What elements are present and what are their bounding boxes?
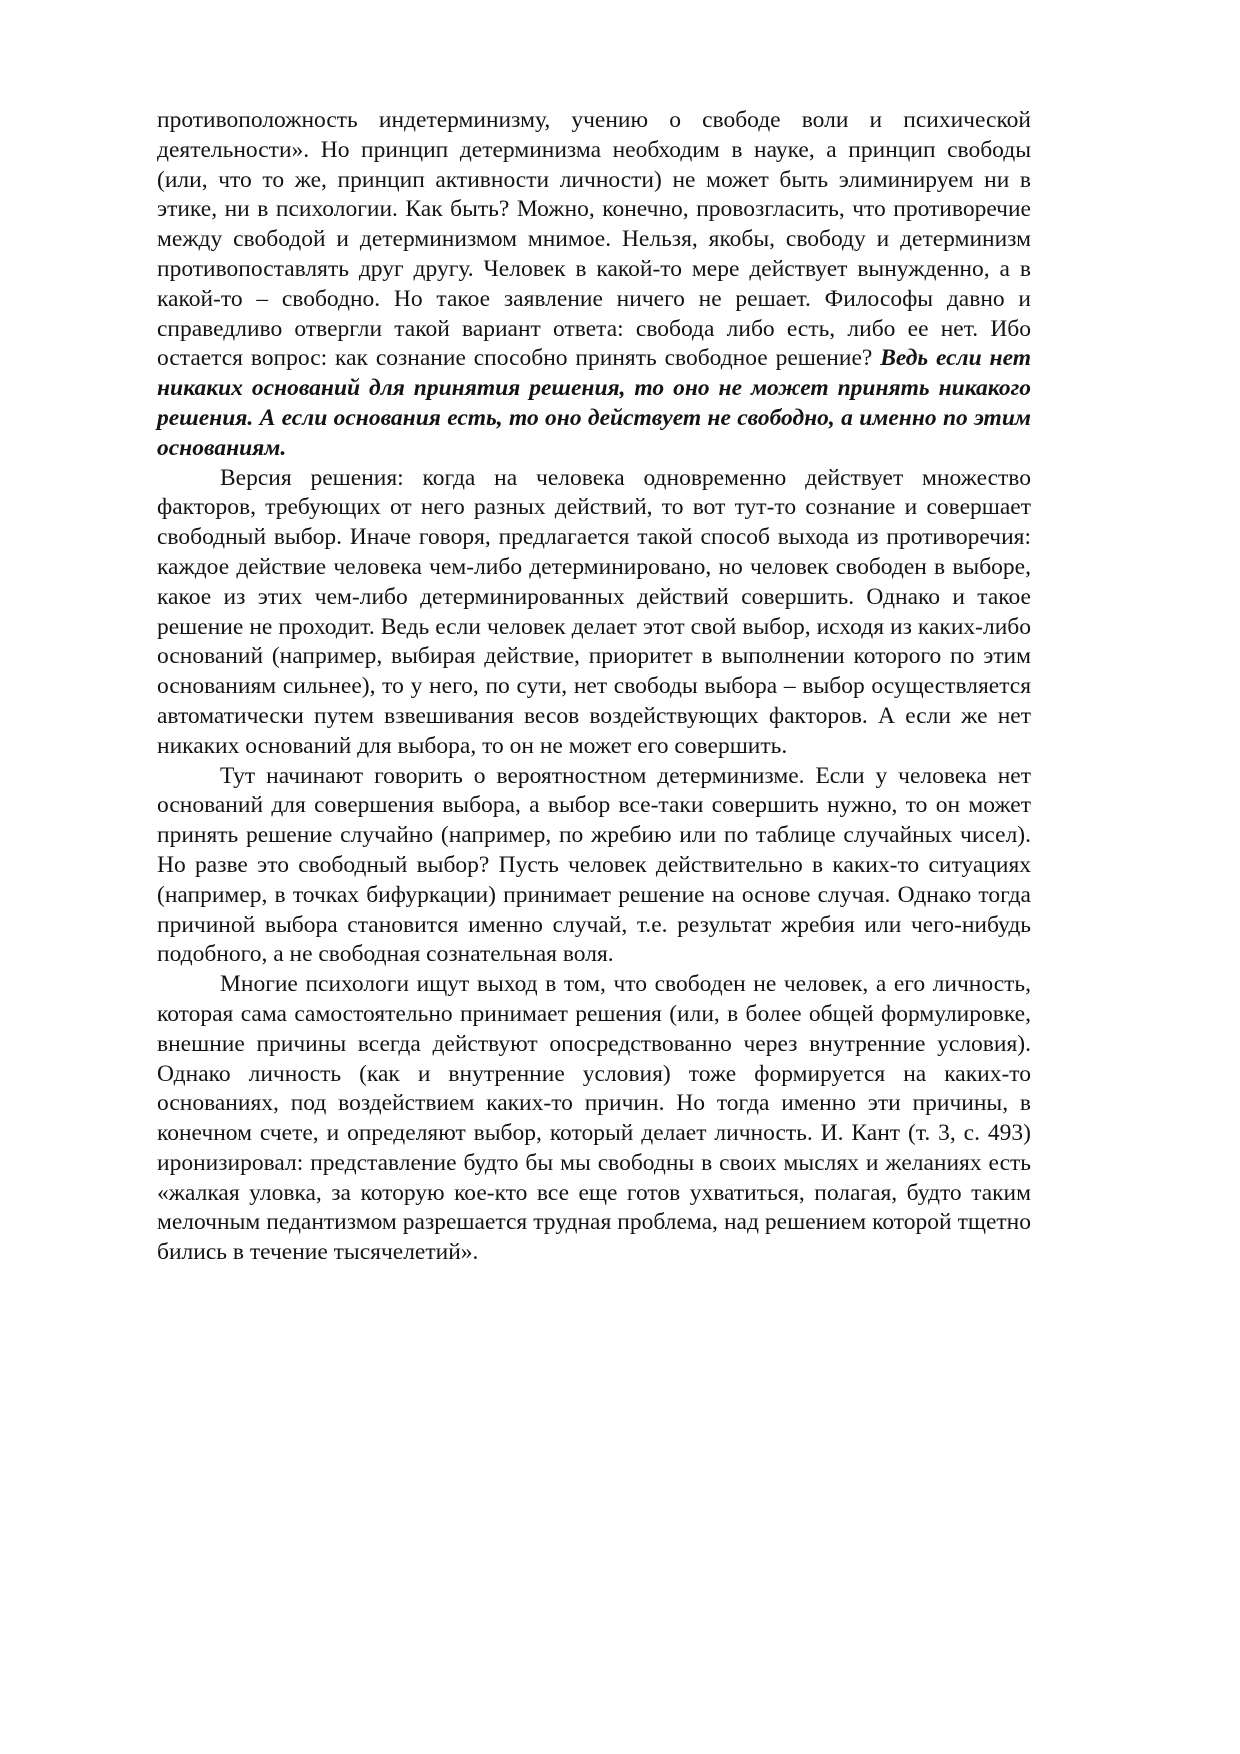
paragraph — [157, 970, 1031, 1268]
text-run: противоположность индетерминизму, учению о свободе воли и психической деятельности». Но принцип детерминизма необходим в науке, а принцип свободы (или, что то же, принцип активности личности) не может быть элиминируем ни в этике, ни в психологии. Как быть? Можно, конечно, провозгласить, что противоречие между свободой и детерминизмом мнимое. Нельзя, якобы, свободу и детерминизм противопоставлять друг другу. Человек в какой-то мере действует вынужденно, а в какой-то – свободно. Но такое заявление ничего не решает. Философы давно и справедливо отвергли такой вариант ответа: свобода либо есть, либо ее нет. Ибо остается вопрос: как сознание способно принять свободное решение? — [157, 107, 1031, 372]
paragraph — [157, 762, 1031, 971]
text-run: Многие психологи ищут выход в том, что свободен не человек, а его личность, которая сама самостоятельно принимает решения (или, в более общей формулировке, внешние причины всегда действуют опосредствованно через внутренние условия). Однако личность (как и внутренние условия) тоже формируется на каких-то основаниях, под воздействием каких-то причин. Но тогда именно эти причины, в конечном счете, и определяют выбор, который делает личность. И. Кант (т. 3, с. 493) иронизировал: представление будто бы мы свободны в своих мыслях и желаниях есть «жалкая уловка, за которую кое-кто все еще готов ухватиться, полагая, будто таким мелочным педантизмом разрешается трудная проблема, над решением которой тщетно бились в течение тысячелетий». — [157, 971, 1031, 1266]
emphasized-text-run: Ведь если нет никаких оснований для принятия решения, то оно не может принять никакого решения. А если основания есть, то оно действует не свободно, а именно по этим основаниям. — [157, 345, 1031, 461]
text-run: Версия решения: когда на человека одновременно действует множество факторов, требующих от него разных действий, то вот тут-то сознание и совершает свободный выбор. Иначе говоря, предлагается такой способ выхода из противоречия: каждое действие человека чем-либо детерминировано, но человек свободен в выборе, какое из этих чем-либо детерминированных действий совершить. Однако и такое решение не проходит. Ведь если человек делает этот свой выбор, исходя из каких-либо оснований (например, выбирая действие, приоритет в выполнении которого по этим основаниям сильнее), то у него, по сути, нет свободы выбора – выбор осуществляется автоматически путем взвешивания весов воздействующих факторов. А если же нет никаких оснований для выбора, то он не может его совершить. — [157, 464, 1031, 759]
body-text — [157, 106, 1031, 1268]
text-run: Тут начинают говорить о вероятностном детерминизме. Если у человека нет оснований для совершения выбора, а выбор все-таки совершить нужно, то он может принять решение случайно (например, по жребию или по таблице случайных чисел). Но разве это свободный выбор? Пусть человек действительно в каких-то ситуациях (например, в точках бифуркации) принимает решение на основе случая. Однако тогда причиной выбора становится именно случай, т.е. результат жребия или чего-нибудь подобного, а не свободная сознательная воля. — [157, 762, 1031, 968]
paragraph — [157, 464, 1031, 762]
paragraph — [157, 106, 1031, 464]
